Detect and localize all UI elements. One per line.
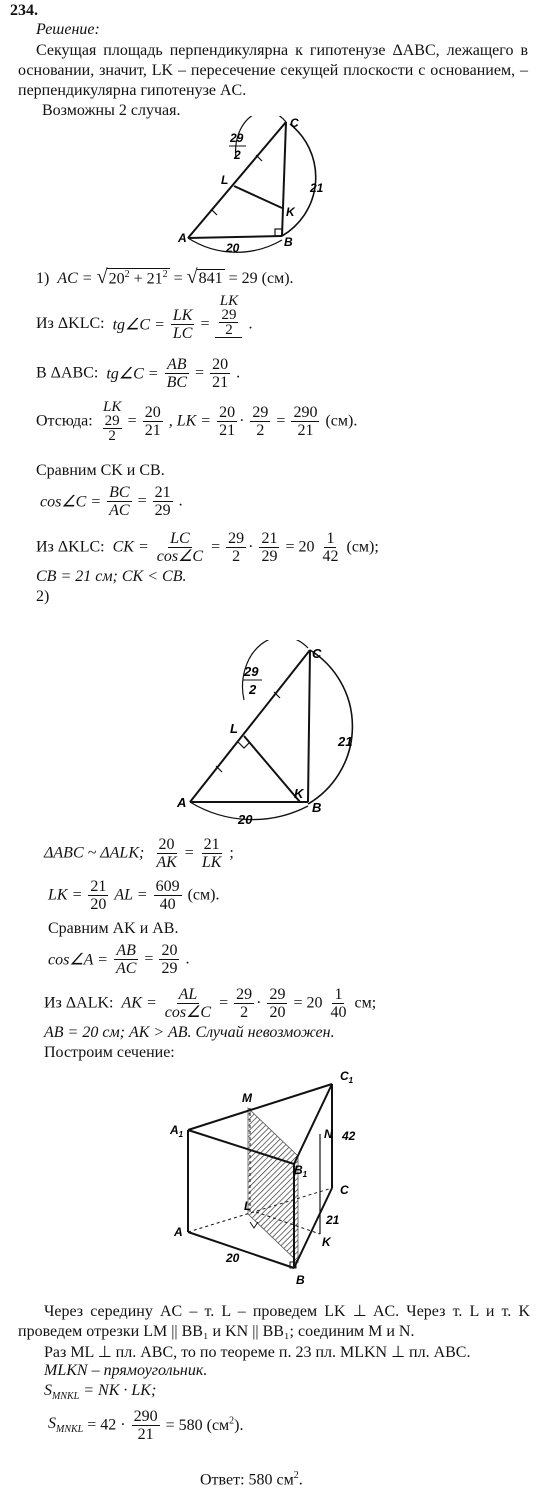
fig3-vertex-C: C xyxy=(340,1183,349,1197)
fig2-label-2: 2 xyxy=(249,682,257,697)
c2-ab-line: AB = 20 см; AK > AB. Случай невозможен. xyxy=(44,1024,335,1041)
fig3-point-L: L xyxy=(244,1199,252,1213)
fig3-label-42: 42 xyxy=(342,1129,356,1143)
fig2-point-L: L xyxy=(230,721,238,736)
fig2-label-29: 29 xyxy=(244,664,259,679)
problem-number: 234. xyxy=(10,2,38,19)
fig1-label-20: 20 xyxy=(226,241,240,255)
fig3-point-M: M xyxy=(242,1091,252,1105)
fig2-label-21: 21 xyxy=(338,734,353,749)
c2-ak: Из ΔALK: AK = $\frac{AL}{\cos\angle C}$ = $\frac{29}{2}$ · $\frac{29}{20}$ = 20 $\frac{1}{40}$ см; xyxy=(44,986,377,1021)
end-paragraph-1: Через середину AC – т. L – проведем LK ⊥ AC. Через т. L и т. K проведем отрезки LM || BB₁ и KN || BB₁; соединим M и N. xyxy=(18,1303,530,1340)
solution-label: Решение: xyxy=(36,21,100,38)
c1-ac-line: 1) AC = $√20^2 + 21^2 = √841 = 29$ (см). xyxy=(36,266,294,288)
fig3-label-20: 20 xyxy=(226,1251,240,1265)
c2-cos: cos∠A = $\frac{AB}{AC}$ = $\frac{20}{29}$ . xyxy=(48,942,190,977)
cases-text: Возможны 2 случая. xyxy=(42,102,181,119)
fig1-point-L: L xyxy=(221,173,229,187)
area-formula-1: $S_{MNKL}$ = NK · LK; xyxy=(44,1382,157,1403)
fig2-vertex-A: A xyxy=(177,795,187,810)
fig2-vertex-C: C xyxy=(312,646,322,661)
fig3-vertex-B1: $B_1$ xyxy=(294,1163,308,1179)
fig2-vertex-B: B xyxy=(312,800,322,815)
figure-triangle-case1 xyxy=(178,116,338,256)
fig3-vertex-A1: $A_1$ xyxy=(170,1123,184,1139)
fig3-vertex-A: A xyxy=(174,1225,183,1239)
c1-tg-klc: Из ΔKLC: tg∠C = $\frac{LK}{LC}$ = LK 29 2 . xyxy=(36,293,253,342)
fig1-label-21: 21 xyxy=(310,181,324,195)
c2-compare: Сравним AK и AB. xyxy=(48,920,179,937)
area-formula-2: $S_{MNKL} = 42$ · $\frac{290}{21}$ = 580 $(см^2)$. xyxy=(48,1408,244,1443)
c1-hence: Отсюда: LK 29 2 = $\frac{20}{21}$ , LK = $\frac{20}{21}$ · $\frac{29}{2}$ = $\frac{290}{21}$ (см). xyxy=(36,399,358,444)
end-paragraph-3: MLKN – прямоугольник. xyxy=(44,1362,208,1379)
end-paragraph-2: Раз ML ⊥ пл. ABC, то по теореме п. 23 пл. MLKN ⊥ пл. ABC. xyxy=(44,1344,471,1361)
fig2-label-20: 20 xyxy=(238,812,253,827)
fig3-point-N: N xyxy=(324,1127,333,1141)
answer: Ответ: 580 $см^2$. xyxy=(200,1470,303,1489)
c2-build: Построим сечение: xyxy=(44,1044,175,1061)
c1-compare: Сравним CK и CB. xyxy=(36,462,165,479)
fig3-vertex-B: B xyxy=(296,1273,305,1287)
figure-prism-section xyxy=(170,1062,380,1292)
fig1-vertex-A: A xyxy=(178,231,187,245)
fig1-vertex-B: B xyxy=(284,235,293,249)
c1-cb-line: CB = 21 см; CK < CB. xyxy=(36,568,187,585)
fig1-vertex-C: C xyxy=(290,116,299,130)
fig1-label-2: 2 xyxy=(234,148,241,162)
c2-lk: LK = $\frac{21}{20}$ AL = $\frac{609}{40}$ (см). xyxy=(48,878,220,913)
c1-cos: cos∠C = $\frac{BC}{AC}$ = $\frac{21}{29}$ . xyxy=(40,484,183,519)
c1-ck: Из ΔKLC: CK = $\frac{LC}{\cos\angle C}$ = $\frac{29}{2}$ · $\frac{21}{29}$ = 20 $\frac{1}{42}$ (см); xyxy=(36,530,379,565)
figure-triangle-case2 xyxy=(176,640,366,830)
fig3-vertex-C1: $C_1$ xyxy=(340,1069,354,1085)
fig1-point-K: K xyxy=(286,205,295,219)
case2-label: 2) xyxy=(36,588,50,605)
c1-tg-abc: В ΔABC: tg∠C = $\frac{AB}{BC}$ = $\frac{20}{21}$ . xyxy=(36,356,241,391)
fig1-label-29: 29 xyxy=(230,131,244,145)
fig2-point-K: K xyxy=(294,786,304,801)
intro-paragraph: Секущая площадь перпендикулярна к гипотенузе ΔABC, лежащего в основании, значит, LK – пересечение секущей плоскости с основанием, – перпендикулярна гипотенузе AC. xyxy=(18,42,528,99)
c2-sim: ΔABC ~ ΔALK; $\frac{20}{AK}$ = $\frac{21}{LK}$ ; xyxy=(44,836,234,871)
fig3-point-K: K xyxy=(322,1235,331,1249)
fig3-label-21: 21 xyxy=(326,1213,340,1227)
